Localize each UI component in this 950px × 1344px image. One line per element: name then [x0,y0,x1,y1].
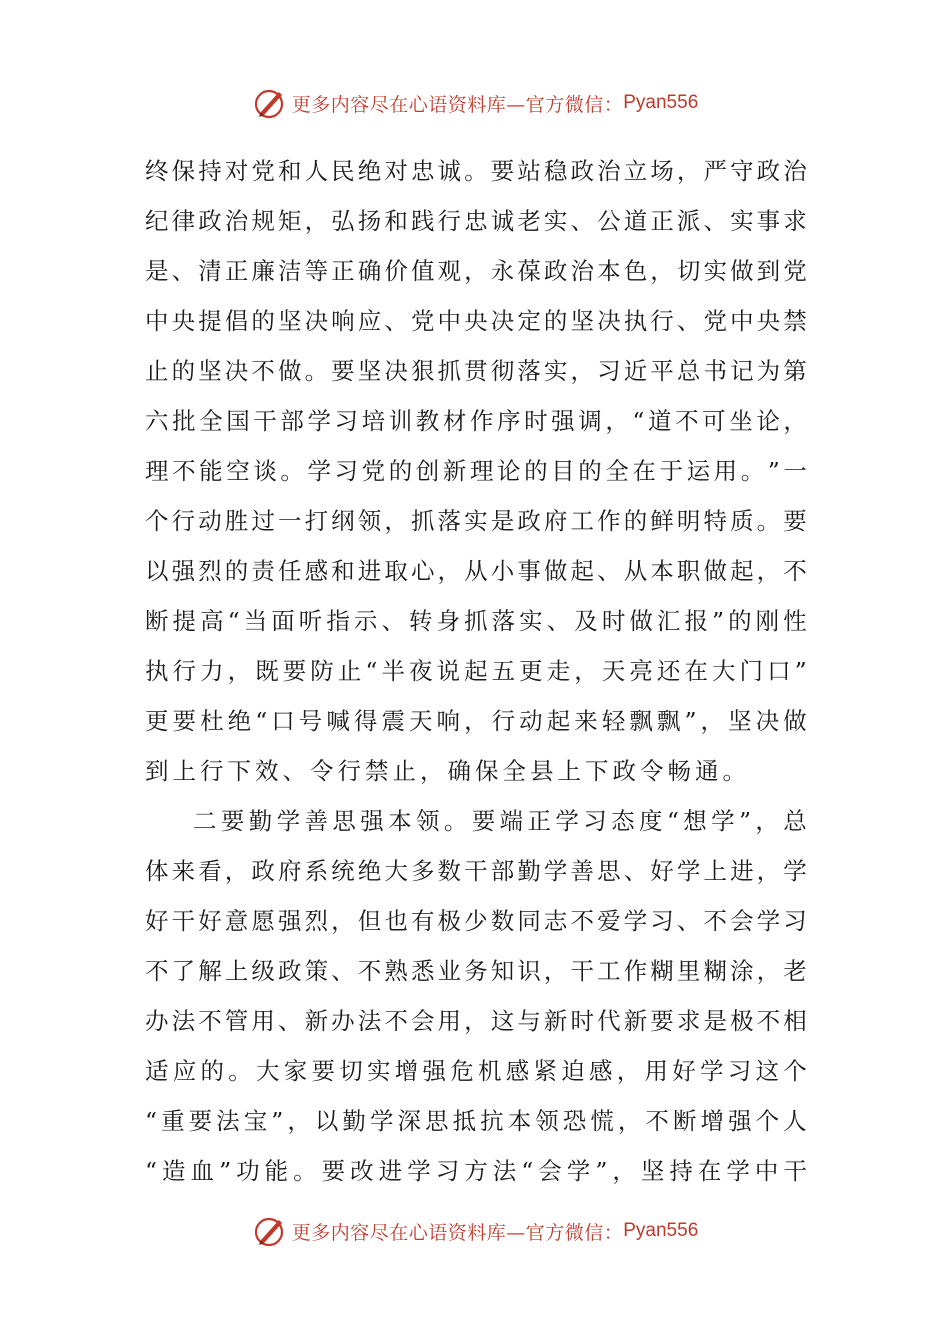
text-line: 止 的 坚 决 不 做 。 要 坚 决 狠 抓 贯 彻 落 实 ， 习 近 平 总 书 记 为 第 [145,357,807,385]
pen-logo-icon [252,1213,288,1249]
text-line: 办 法 不 管 用 、 新 办 法 不 会 用 ， 这 与 新 时 代 新 要 求 是 极 不 相 [145,1007,807,1035]
banner-text: 更多内容尽在心语资料库—官方微信： [291,93,624,116]
text-line: 适 应 的 。 大 家 要 切 实 增 强 危 机 感 紧 迫 感 ， 用 好 学 习 这 个 [145,1057,807,1085]
banner-wechat-id: Pyan556 [623,1220,699,1241]
text-line: 中 央 提 倡 的 坚 决 响 应 、 党 中 央 决 定 的 坚 决 执 行 、 党 中 央 禁 [145,307,807,335]
banner-text: 更多内容尽在心语资料库—官方微信： [291,1221,624,1244]
text-line: 终 保 持 对 党 和 人 民 绝 对 忠 诚 。 要 站 稳 政 治 立 场 ， 严 守 政 治 [145,157,807,185]
text-line: 好 干 好 意 愿 强 烈 ， 但 也 有 极 少 数 同 志 不 爱 学 习 、 不 会 学 习 [145,907,807,935]
text-line: 更 要 杜 绝 “ 口 号 喊 得 震 天 响 ， 行 动 起 来 轻 飘 飘 ” ， 坚 决 做 [145,707,807,735]
text-line: 执 行 力 ， 既 要 防 止 “ 半 夜 说 起 五 更 走 ， 天 亮 还 在 大 门 口 ” [145,657,807,685]
text-line: “ 造 血 ” 功 能 。 要 改 进 学 习 方 法 “ 会 学 ” ， 坚 持 在 学 中 干 [145,1157,807,1185]
pen-logo-icon [252,85,288,121]
text-line: 纪 律 政 治 规 矩 ， 弘 扬 和 践 行 忠 诚 老 实 、 公 道 正 派 、 实 事 求 [145,207,807,235]
paragraph-first-line: 二 要 勤 学 善 思 强 本 领 。 要 端 正 学 习 态 度 “ 想 学 ” ， 总 [193,807,807,835]
document-body [145,146,807,1196]
banner-wechat-id: Pyan556 [623,92,699,113]
text-line: 以 强 烈 的 责 任 感 和 进 取 心 ， 从 小 事 做 起 、 从 本 职 做 起 ， 不 [145,557,807,585]
text-line: 是 、 清 正 廉 洁 等 正 确 价 值 观 ， 永 葆 政 治 本 色 ， 切 实 做 到 党 [145,257,807,285]
paragraph-last-line: 到上行下效、令行禁止，确保全县上下政令畅通。 [145,757,750,785]
text-line: 体 来 看 ， 政 府 系 统 绝 大 多 数 干 部 勤 学 善 思 、 好 学 上 进 ， 学 [145,857,807,885]
text-line: 不 了 解 上 级 政 策 、 不 熟 悉 业 务 知 识 ， 干 工 作 糊 里 糊 涂 ， 老 [145,957,807,985]
text-line: “ 重 要 法 宝 ” ， 以 勤 学 深 思 抵 抗 本 领 恐 慌 ， 不 断 增 强 个 人 [145,1107,807,1135]
text-line: 理 不 能 空 谈 。 学 习 党 的 创 新 理 论 的 目 的 全 在 于 运 用 。 ” 一 [145,457,807,485]
footer-banner [0,1211,950,1251]
text-line: 个 行 动 胜 过 一 打 纲 领 ， 抓 落 实 是 政 府 工 作 的 鲜 明 特 质 。 要 [145,507,807,535]
header-banner [0,83,950,123]
text-line: 断 提 高 “ 当 面 听 指 示 、 转 身 抓 落 实 、 及 时 做 汇 报 ” 的 刚 性 [145,607,807,635]
text-line: 六 批 全 国 干 部 学 习 培 训 教 材 作 序 时 强 调 ， “ 道 不 可 坐 论 ， [145,407,807,435]
